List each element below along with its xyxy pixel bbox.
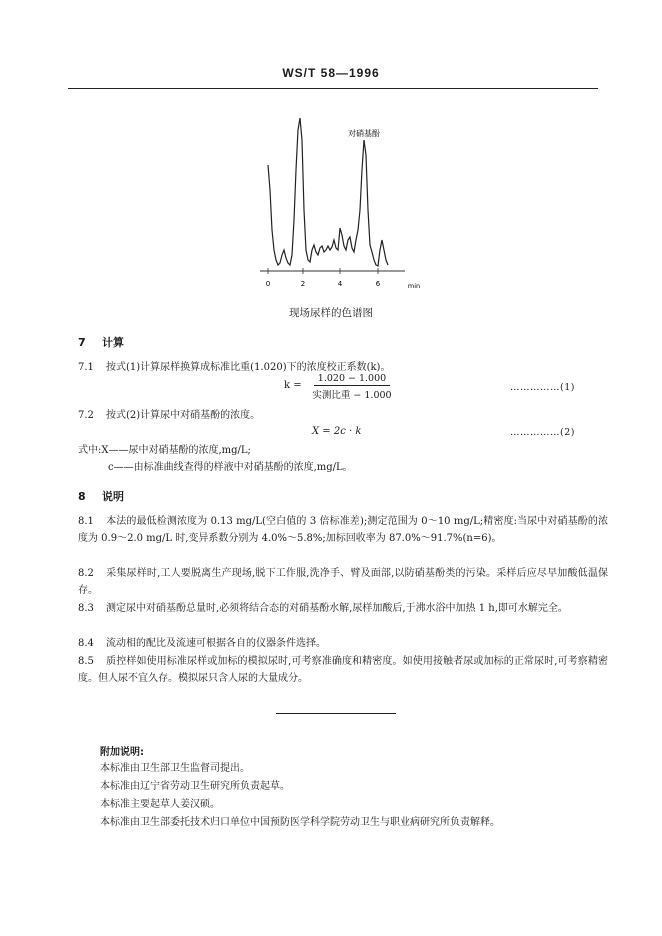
formula-2-label: ……………(2) [510, 427, 575, 438]
clause-number: 7.2 [78, 410, 94, 421]
clause-number: 8.2 [78, 568, 94, 579]
clause-text: 采集尿样时,工人要脱离生产现场,脱下工作服,洗净手、臂及面部,以防硝基酚类的污染。采样后应尽早加酸低温保存。 [78, 568, 608, 596]
section-7-heading [78, 334, 124, 350]
header-rule [68, 88, 598, 89]
chromatogram [230, 100, 450, 300]
appendix-line: 本标准由卫生部委托技术归口单位中国预防医学科学院劳动卫生与职业病研究所负责解释。 [100, 817, 500, 828]
x-tick-label: 0 [265, 280, 271, 288]
appendix-line: 本标准由卫生部卫生监督司提出。 [100, 763, 250, 774]
formula-1-numerator: 1.020 − 1.000 [314, 373, 390, 386]
clause-number: 8.4 [78, 638, 94, 649]
section-number: 8 [78, 490, 86, 503]
where-x: 式中:X——尿中对硝基酚的浓度,mg/L; [78, 445, 251, 456]
clause-number: 8.3 [78, 603, 94, 614]
standard-code: WS/T 58—1996 [282, 66, 380, 80]
x-tick-label: 4 [337, 280, 343, 288]
formula-2: X = 2c · k [312, 426, 362, 437]
appendix-title: 附加说明: [100, 747, 144, 758]
end-rule [276, 713, 396, 714]
x-tick-label: 2 [300, 280, 306, 288]
appendix-line: 本标准由辽宁省劳动卫生研究所负责起草。 [100, 781, 290, 792]
x-tick-label: 6 [375, 280, 381, 288]
formula-1-denominator: 实测比重 − 1.000 [312, 390, 392, 401]
clause-8-5 [78, 654, 608, 687]
clause-text: 按式(2)计算尿中对硝基酚的浓度。 [106, 410, 261, 421]
clause-number: 8.1 [78, 516, 94, 527]
where-c: c——由标准曲线查得的样液中对硝基酚的浓度,mg/L。 [108, 462, 353, 473]
section-title: 计算 [102, 336, 124, 349]
section-number: 7 [78, 336, 86, 349]
peak-label: 对硝基酚 [348, 129, 380, 138]
clause-8-1 [78, 514, 608, 547]
formula-1-fraction [300, 373, 404, 401]
clause-text: 质控样如使用标准尿样或加标的模拟尿时,可考察准确度和精密度。如使用接触者尿或加标的正常尿时,可考察精密度。但人尿不宜久存。模拟尿只含人尿的大量成分。 [78, 656, 608, 684]
formula-1-lhs: k = [284, 380, 302, 391]
clause-text: 本法的最低检测浓度为 0.13 mg/L(空白值的 3 倍标准差);测定范围为 0～10 mg/L;精密度:当尿中对硝基酚的浓度为 0.9～2.0 mg/L 时,变异系数分别为 4.0%～5.8%;加标回收率为 87.0%～91.7%(n=6)。 [78, 516, 608, 544]
clause-text: 按式(1)计算尿样换算成标准比重(1.020)下的浓度校正系数(k)。 [106, 362, 391, 373]
clause-7-2 [78, 409, 260, 423]
clause-8-3 [78, 601, 608, 618]
section-title: 说明 [102, 490, 124, 503]
clause-number: 7.1 [78, 362, 94, 373]
clause-text: 流动相的配比及流速可根据各自的仪器条件选择。 [106, 638, 326, 649]
clause-number: 8.5 [78, 656, 94, 667]
clause-8-4 [78, 636, 608, 653]
formula-1-label: ……………(1) [510, 382, 575, 393]
clause-text: 测定尿中对硝基酚总量时,必须将结合态的对硝基酚水解,尿样加酸后,于沸水浴中加热 1 h,即可水解完全。 [106, 603, 568, 614]
appendix-line: 本标准主要起草人姜汉硕。 [100, 799, 220, 810]
section-8-heading [78, 488, 124, 504]
x-axis-unit: min [407, 282, 421, 290]
clause-8-2 [78, 566, 608, 599]
chromatogram-trace [268, 118, 388, 266]
chromatogram-caption: 现场尿样的色谱图 [289, 307, 373, 319]
